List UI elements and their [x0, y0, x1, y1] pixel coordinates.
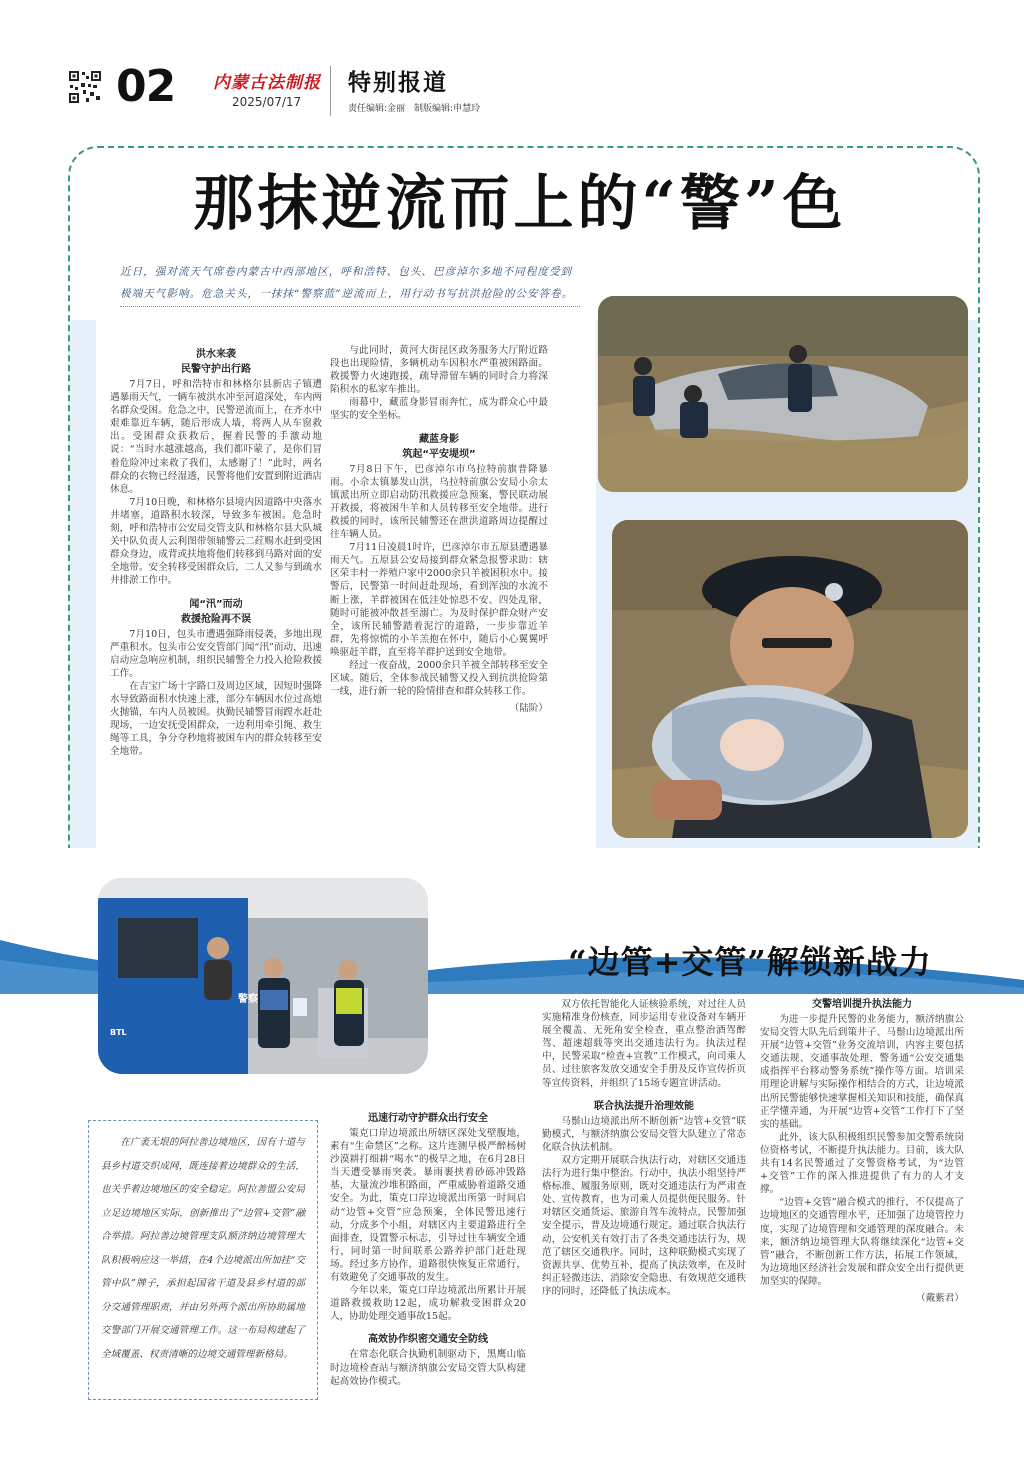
- qr-code: [68, 70, 102, 104]
- story2-headline: “边管+交管”解锁新战力: [568, 943, 932, 981]
- story2-para: 策克口岸边境派出所辖区深处戈壁腹地，素有“生命禁区”之称。这片连测早极严醉杨树沙漠耕打细耕“喝水”的极旱之地，在6月28日当天遭受暴雨突袭。暴雨裹挟着砂砾冲毁路基，大量流沙堆积路面，严重威胁着道路交通安全。为此，策克口岸边境派出所第一时间启动“边管+交管”应急预案，全体民警迅速行动，分成多个小组，对辖区内主要道路进行全面排查，设置警示标志，引导过往车辆安全通行，同时第一时间联系公路养护部门赶赴现场。经过多方协作，道路很快恢复正常通行，有效避免了交通事故的发生。: [330, 1128, 526, 1284]
- story1-para: 经过一夜奋战，2000余只羊被全部转移至安全区域。随后，全体参战民辅警又投入到抗洪抢险第一线，进行新一轮的险情排查和群众转移工作。: [330, 659, 548, 698]
- story1-sec3-subtitle: 筑起“平安堤坝”: [402, 448, 476, 460]
- story1-para: 7月7日，呼和浩特市和林格尔县新店子镇遭遇暴雨天气，一辆车被洪水冲至河道深处，车内两名群众受困。危急之中，民警逆流而上，在齐水中艰难靠近车辆，随后形成人墙，将两人从车窗救出。受困群众获救后，握着民警的手激动地说：“当时水越涨越高，我们都吓蒙了，是你们冒着危险冲过来救了我们，太感谢了！”此时，两名群众的衣物已经湿透，民警将他们安置到附近酒店休息。: [110, 379, 322, 495]
- story2-author: （戴紫君）: [916, 1292, 964, 1304]
- story2-sec2-title: 高效协作织密交通安全防线: [368, 1334, 488, 1346]
- masthead-logo: 内蒙古法制报: [213, 73, 321, 93]
- story1-para: 与此同时，黄河大街昆区政务服务大厅附近路段也出现险情，多辆机动车因积水严重被困路面。救援警力火速跑援，疏导滞留车辆的同时合力将深陷积水的私家车推出。: [330, 345, 548, 396]
- story1-author: （陆阶）: [509, 703, 548, 715]
- story1-para: 雨幕中，藏蓝身影冒雨奔忙，成为群众心中最坚实的安全坐标。: [330, 397, 548, 422]
- story2-para: 马鬃山边境派出所不断创新“边管+交管”联勤模式，与额济纳旗公安局交管大队建立了常态化联合执法机制。: [542, 1115, 746, 1153]
- story2-para: 双方依托智能化人证核验系统，对过往人员实施精准身份核查，同步运用专业设备对车辆开展全覆盖、无死角安全检查，重点整治酒驾醉驾、超速超载等突出交通违法行为。执法过程中，民警采取“检查+宣教”工作模式，向司乘人员、过往旅客发放交通安全手册及反诈宣传折页等宣传资料，并组织了15场专题宣讲活动。: [542, 999, 746, 1089]
- story2-intro: 在广袤无垠的阿拉善边境地区，因有十道与县乡村道交织成网，既连接着边境群众的生活，也关乎着边境地区的安全稳定。阿拉善盟公安局立足边境地区实际，创新推出了“边管+交管”融合举措。阿拉善边境管理支队额济纳边境管理大队积极响应这一举措，在4个边境派出所加挂“交管中队”牌子，承担起国省干道及县乡村道的部分交通管理职责，并由另外两个派出所协助属地交警部门开展交通管理工作。这一布局构建起了全域覆盖、权责清晰的边境交通管理新格局。: [101, 1137, 305, 1360]
- story2-intro-box: [88, 1120, 318, 1400]
- page-number: 02: [116, 61, 176, 112]
- photo-checkpoint-inspection: [98, 878, 428, 1074]
- story1-para: 在吉宝广场十字路口及周边区域，因短时强降水导致路面积水快速上涨，部分车辆因水位过高熄火抛锚，车内人员被困。执勤民辅警冒雨蹚水赶赴现场，一边安抚受困群众，一边利用牵引绳、救生绳等工具，争分夺秒地将被困车内的群众转移至安全地带。: [110, 680, 322, 758]
- story1-col2: [330, 344, 548, 715]
- story2-sec4-title: 交警培训提升执法能力: [812, 999, 912, 1010]
- story2-para: 此外，该大队积极组织民警参加交警系统岗位资格考试，不断提升执法能力。目前，该大队共有14名民警通过了交警资格考试，为“边管+交管”工作的深入推进提供了有力的人才支撑。: [760, 1131, 964, 1196]
- story1-sec1-subtitle: 民警守护出行路: [181, 364, 251, 375]
- story2-sec3-title: 联合执法提升治理效能: [594, 1100, 694, 1112]
- photo-vehicle-badge: BTL: [110, 1028, 127, 1037]
- story2-col-a: [330, 1108, 526, 1388]
- story2-para: “边管+交管”融合模式的推行，不仅提高了边境地区的交通管理水平，还加强了边境管控力度，实现了边境管理和交通管理的深度融合。未来，额济纳边境管理大队将继续深化“边管+交管”融合，不断创新工作方法，拓展工作领域，为边境地区经济社会发展和群众安全出行提供更加坚实的保障。: [760, 1197, 964, 1287]
- story2-col-b: [542, 998, 746, 1298]
- story2-col-c: [760, 998, 964, 1305]
- story2-para: 双方定期开展联合执法行动，对辖区交通违法行为进行集中整治。行动中，执法小组坚持严格标准、履服务原则，既对交通违法行为严肃查处、宣传教育，也为司乘人员提供便民服务。针对辖区交通货运、旅游自驾车流特点，民警加强安全提示，普及边境通行规定。通过联合执法行动，公安机关有效打击了各类交通违法行为，规范了辖区交通秩序。同时，这种联勤模式实现了资源共享、优势互补，提高了执法效率，在及时纠正轻微违法、消除安全隐患、有效规范交通秩序的同时，还降低了执法成本。: [542, 1154, 746, 1297]
- editors-credit: 责任编辑:金丽 制版编辑:申慧玲: [348, 104, 481, 114]
- story2-para: 为进一步提升民警的业务能力，额济纳旗公安局交管大队先后到策井子、马鬃山边境派出所开展“边管+交管”业务交流培训，内容主要包括交通法规、交通事故处理、警务通“公安交通集成指挥平台移动警务系统”操作等方面。培训采用理论讲解与实际操作相结合的方式，让边境派出所民警能够快速掌握相关知识和技能，确保真正学懂弄通，为开展“边管+交管”工作打下了坚实的基础。: [760, 1014, 964, 1130]
- story1-para: 7月11日凌晨1时许，巴彦淖尔市五原县遭遇暴雨天气。五原县公安局接到群众紧急报警求助：辖区荣丰村一养殖户家中2000余只羊被困积水中。接警后，民警第一时间赶赴现场，看到浑浊的水流不断上涨，羊群被困在低洼处惊恐不安、四处乱窜，随时可能被冲散甚至溺亡。为及时保护群众财产安全，该所民辅警踏着泥泞的道路，一步步靠近羊群，先将惊慌的小羊羔抱在怀中，随后小心翼翼呼唤驱赶羊群，直至将羊群护送到安全地带。: [330, 542, 548, 658]
- story1-sec2-subtitle: 救援抢险再不误: [181, 613, 251, 625]
- story2-para: 在常态化联合执勤机制驱动下，黑鹰山临时边境检查站与额济纳旗公安局交管大队构建起高效协作模式。: [330, 1349, 526, 1387]
- story1-col1: [110, 344, 322, 758]
- photo-vest-label: 警察: [238, 994, 258, 1005]
- story1-headline: 那抹逆流而上的“警”色: [193, 169, 847, 239]
- story1-para: 7月10日，包头市遭遇强降雨侵袭，多地出现严重积水。包头市公安交管部门闻“汛”而动，迅速启动应急响应机制，组织民辅警全力投入抢险救援工作。: [110, 628, 322, 679]
- issue-date: 2025/07/17: [232, 95, 302, 109]
- story2-sec1-title: 迅速行动守护群众出行安全: [368, 1113, 488, 1124]
- story1-lead: 近日，强对流天气席卷内蒙古中西部地区，呼和浩特、包头、巴彦淖尔多地不同程度受到极端天气影响。危急关头，一抹抹“警察蓝”逆流而上，用行动书写抗洪抢险的公安答卷。: [120, 262, 580, 307]
- photo-flood-car-rescue: [598, 296, 968, 492]
- story1-sec1-title: 洪水来袭: [196, 349, 236, 360]
- story1-para: 7月8日下午，巴彦淖尔市乌拉特前旗普降暴雨。小佘太镇暴发山洪，乌拉特前旗公安局小佘太镇派出所立即启动防汛救援应急预案，警民联动展开救援，将被困牛羊和人员转移至安全地带。进行救援的同时，该所民辅警还在泄洪道路周边提醒过往车辆人员。: [330, 463, 548, 541]
- story2-para: 今年以来，策克口岸边境派出所累计开展道路救援救助12起，成功解救受困群众20人，协助处理交通事故15起。: [330, 1285, 526, 1323]
- header-divider: [330, 66, 331, 116]
- story1-para: 7月10日晚，和林格尔县境内因道路中央落水井堵塞，道路积水较深，导致多车被困。危急时刻，呼和浩特市公安局交管支队和林格尔县大队城关中队负责人云利图带领辅警云二荭赐水赶到受困群众身边，成背或扶地将他们转移到马路对面的安全地带。安全转移受困群众后，二人又参与到疏水井排淤工作中。: [110, 496, 322, 587]
- story1-sec3-title: 藏蓝身影: [419, 433, 459, 445]
- story1-sec2-title: 闻“汛”而动: [189, 598, 243, 610]
- photo-officer-holding-baby: [612, 520, 968, 838]
- section-title: 特别报道: [348, 69, 448, 96]
